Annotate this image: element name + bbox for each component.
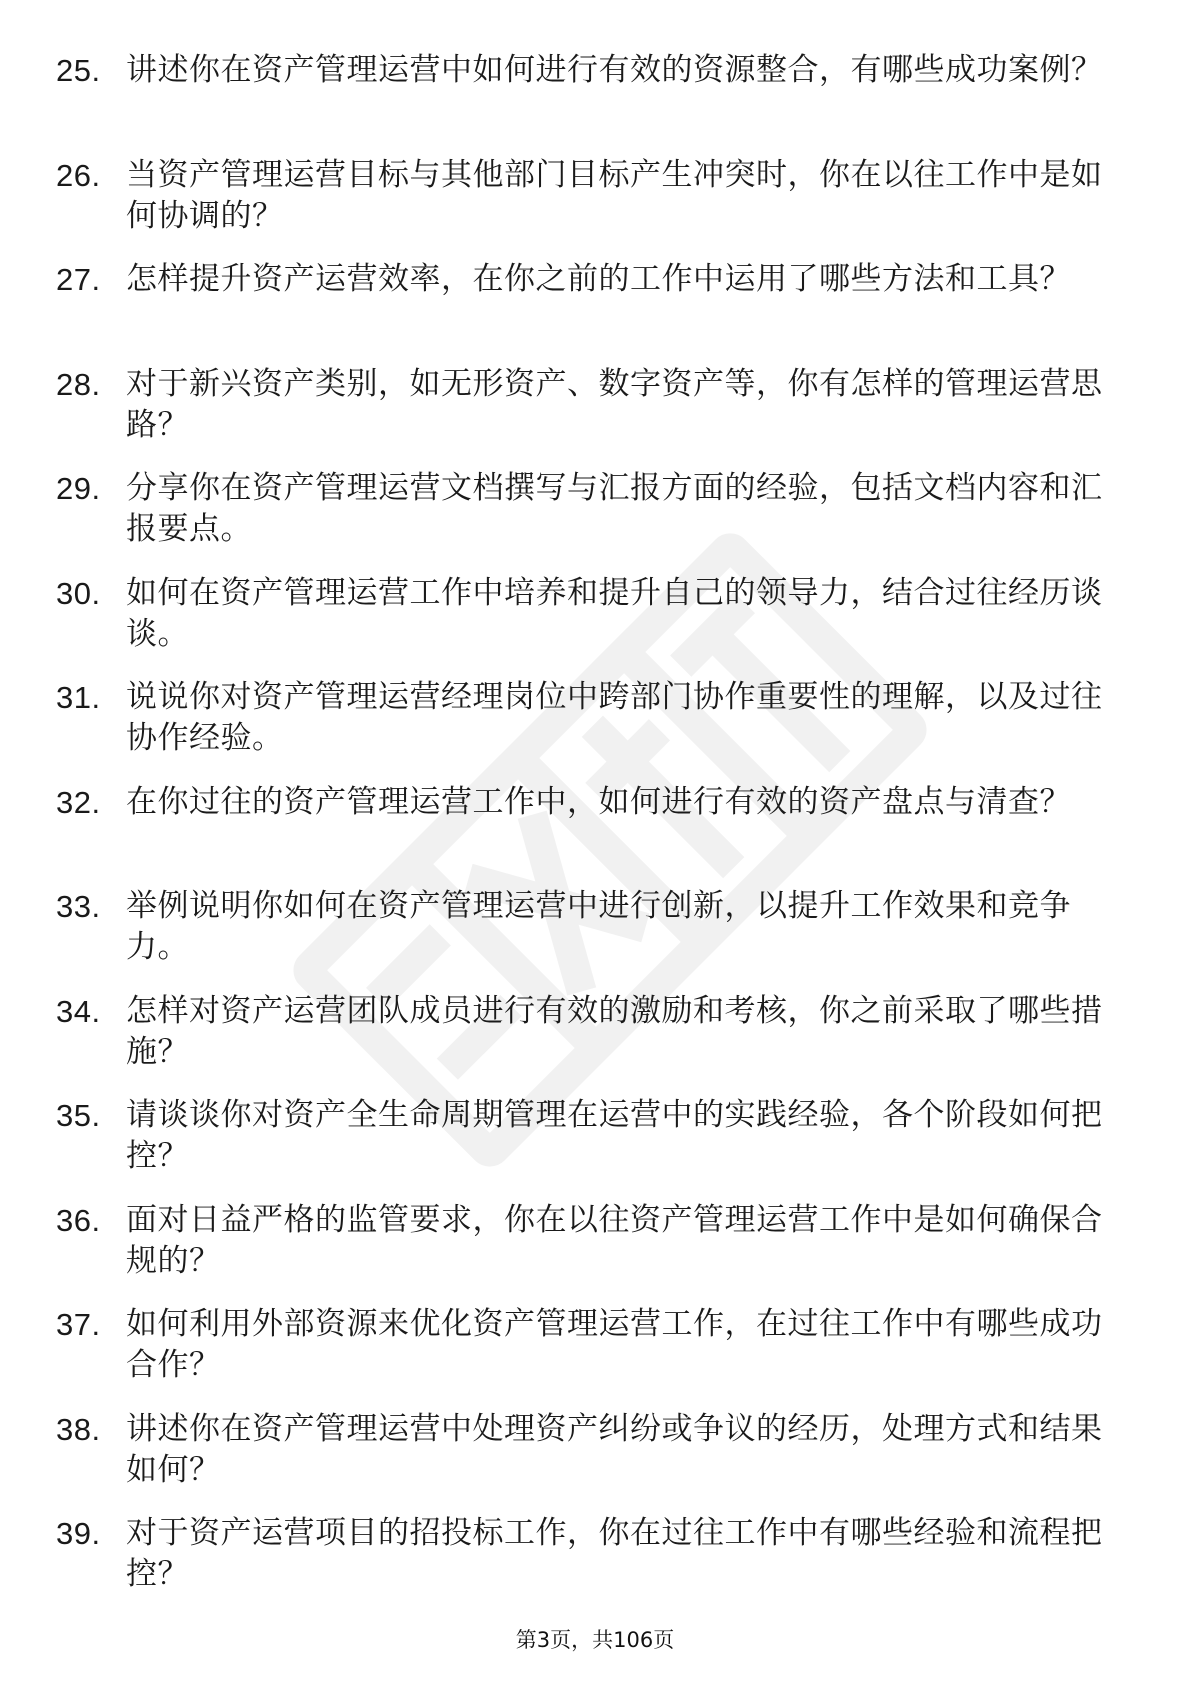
question-text: 讲述你在资产管理运营中如何进行有效的资源整合，有哪些成功案例？ xyxy=(126,52,1103,88)
question-item xyxy=(56,1304,1116,1409)
question-item xyxy=(56,991,1116,1096)
question-item xyxy=(56,364,1116,469)
page-footer xyxy=(0,1624,1190,1654)
question-item xyxy=(56,50,1116,155)
question-text: 请谈谈你对资产全生命周期管理在运营中的实践经验，各个阶段如何把控？ xyxy=(126,1097,1103,1174)
question-item xyxy=(56,155,1116,260)
question-item xyxy=(56,259,1116,364)
question-text: 怎样对资产运营团队成员进行有效的激励和考核，你之前采取了哪些措施？ xyxy=(126,992,1103,1070)
question-number: 33. xyxy=(56,889,101,924)
question-number: 27. xyxy=(56,262,101,297)
question-text: 如何在资产管理运营工作中培养和提升自己的领导力，结合过往经历谈谈。 xyxy=(126,574,1103,652)
question-text: 对于资产运营项目的招投标工作，你在过往工作中有哪些经验和流程把控？ xyxy=(126,1515,1103,1592)
question-text: 分享你在资产管理运营文档撰写与汇报方面的经验，包括文档内容和汇报要点。 xyxy=(126,470,1103,547)
question-item xyxy=(56,782,1116,887)
question-text: 对于新兴资产类别，如无形资产、数字资产等，你有怎样的管理运营思路？ xyxy=(126,365,1103,443)
question-item xyxy=(56,886,1116,991)
question-number: 35. xyxy=(56,1098,101,1133)
question-item xyxy=(56,573,1116,678)
question-number: 29. xyxy=(56,471,101,506)
question-text: 举例说明你如何在资产管理运营中进行创新，以提升工作效果和竞争力。 xyxy=(126,888,1071,965)
question-number: 26. xyxy=(56,157,101,193)
question-number: 37. xyxy=(56,1307,101,1342)
question-item xyxy=(56,677,1116,782)
question-text: 如何利用外部资源来优化资产管理运营工作，在过往工作中有哪些成功合作？ xyxy=(126,1306,1103,1383)
question-number: 25. xyxy=(56,53,101,88)
question-list xyxy=(56,50,1116,1618)
question-number: 28. xyxy=(56,366,101,402)
question-text: 说说你对资产管理运营经理岗位中跨部门协作重要性的理解，以及过往协作经验。 xyxy=(126,679,1103,756)
question-item xyxy=(56,1513,1116,1618)
question-text: 在你过往的资产管理运营工作中，如何进行有效的资产盘点与清查？ xyxy=(126,783,1071,820)
question-text: 面对日益严格的监管要求，你在以往资产管理运营工作中是如何确保合规的？ xyxy=(126,1201,1103,1279)
question-number: 30. xyxy=(56,575,101,611)
question-item xyxy=(56,1095,1116,1200)
question-number: 36. xyxy=(56,1202,101,1238)
question-item xyxy=(56,468,1116,573)
question-text: 当资产管理运营目标与其他部门目标产生冲突时，你在以往工作中是如何协调的？ xyxy=(126,156,1103,234)
question-number: 32. xyxy=(56,784,101,820)
question-item xyxy=(56,1409,1116,1514)
question-number: 31. xyxy=(56,680,101,715)
question-item xyxy=(56,1200,1116,1305)
question-text: 讲述你在资产管理运营中处理资产纠纷或争议的经历，处理方式和结果如何？ xyxy=(126,1410,1103,1488)
question-number: 34. xyxy=(56,993,101,1029)
page-number-label: 第3页，共106页 xyxy=(515,1628,675,1652)
question-number: 39. xyxy=(56,1516,101,1551)
question-text: 怎样提升资产运营效率，在你之前的工作中运用了哪些方法和工具？ xyxy=(126,261,1071,297)
question-number: 38. xyxy=(56,1411,101,1447)
